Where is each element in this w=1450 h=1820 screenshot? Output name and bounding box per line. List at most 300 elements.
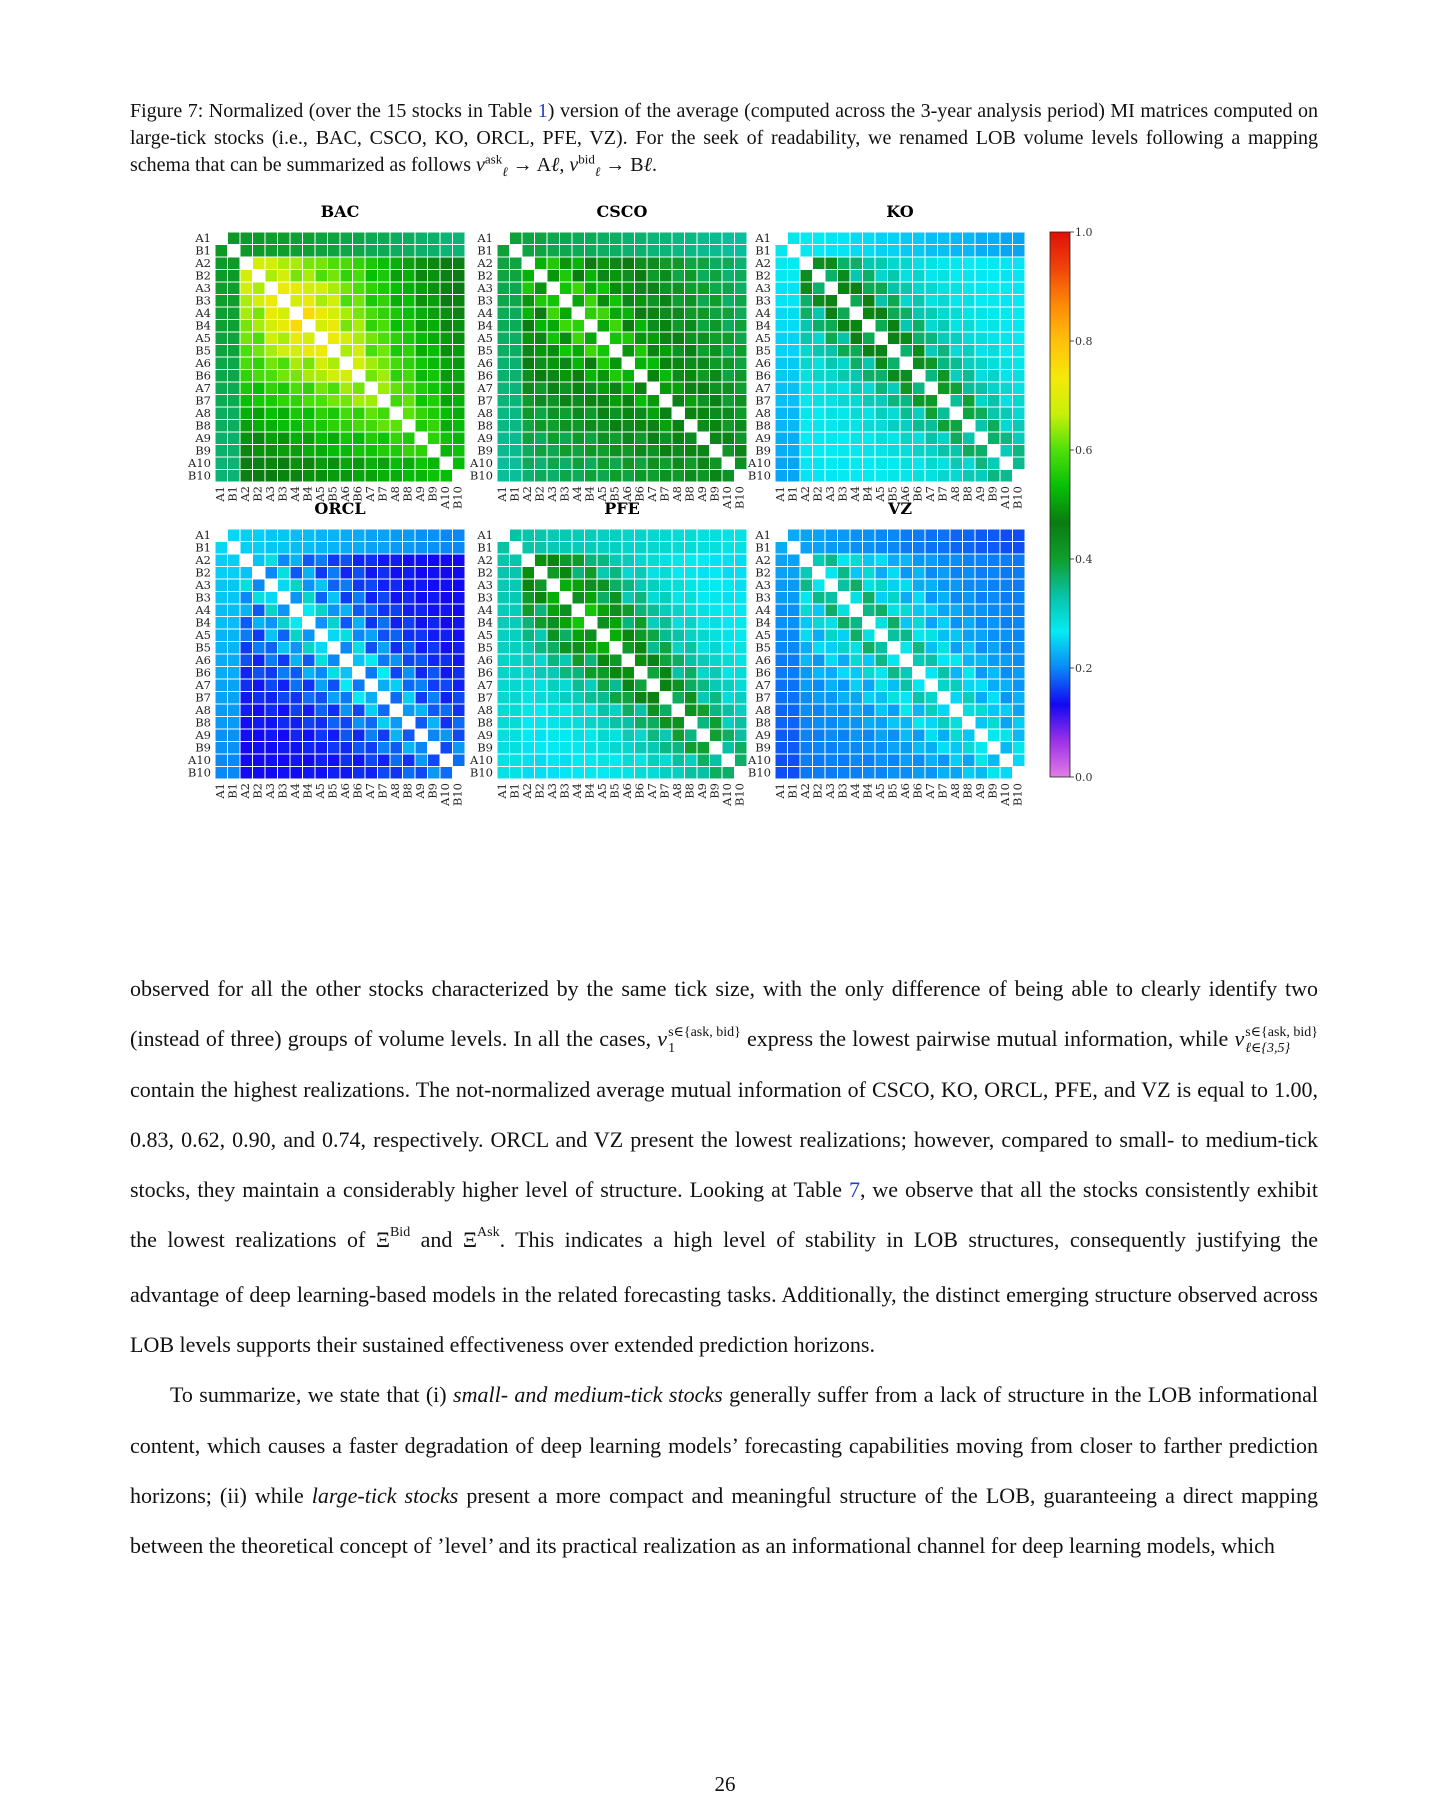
x-tick-label: A7 (645, 783, 659, 799)
heatmap-cell (1000, 307, 1013, 320)
heatmap-cell (988, 767, 1001, 780)
heatmap-cell (647, 754, 660, 767)
heatmap-cell (497, 604, 510, 617)
heatmap-cell (900, 257, 913, 270)
heatmap-cell (403, 592, 416, 605)
heatmap-cell (253, 332, 266, 345)
heatmap-cell (938, 604, 951, 617)
heatmap-cell (685, 370, 698, 383)
heatmap-cell (560, 767, 573, 780)
heatmap-cell (850, 554, 863, 567)
heatmap-cell (440, 754, 453, 767)
heatmap-cell (510, 567, 523, 580)
heatmap-cell (813, 529, 826, 542)
heatmap-cell (988, 470, 1001, 483)
heatmap-cell (453, 754, 466, 767)
table-ref-link[interactable]: 7 (848, 1177, 860, 1203)
heatmap-cell (913, 704, 926, 717)
heatmap-cell (635, 554, 648, 567)
heatmap-cell (800, 257, 813, 270)
heatmap-cell (635, 667, 648, 680)
figure-caption: Figure 7: Normalized (over the 15 stocks in Table 1) version of the average (computed across the 3-year analysis period) MI matrices computed on large-tick stocks (i.e., BAC, CSCO, KO, ORCL, PFE, VZ). For the seek of readability, we renamed LOB volume levels following a mapping schema that can be summarized as follows $v^{ask}_\ell$ → Aℓ, $v^{bid}_\ell$ → Bℓ. (130, 100, 1318, 179)
heatmap-cell (850, 642, 863, 655)
heatmap-cell (390, 529, 403, 542)
heatmap-cell (572, 407, 585, 420)
heatmap-cell (572, 679, 585, 692)
heatmap-cell (813, 257, 826, 270)
heatmap-cell (415, 717, 428, 730)
heatmap-cell (597, 232, 610, 245)
heatmap-cell (800, 345, 813, 358)
y-tick-label: B6 (755, 368, 771, 383)
heatmap-cell (988, 232, 1001, 245)
heatmap-cell (315, 257, 328, 270)
heatmap-cell (660, 692, 673, 705)
heatmap-cell (240, 245, 253, 258)
heatmap-cell (547, 420, 560, 433)
heatmap-cell (278, 679, 291, 692)
heatmap-cell (863, 717, 876, 730)
heatmap-cell (875, 767, 888, 780)
heatmap-cell (710, 667, 723, 680)
heatmap-cell (303, 667, 316, 680)
heatmap-cell (647, 295, 660, 308)
heatmap-cell (340, 295, 353, 308)
heatmap-cell (497, 767, 510, 780)
heatmap-cell (722, 445, 735, 458)
heatmap-cell (660, 592, 673, 605)
heatmap-cell (963, 579, 976, 592)
heatmap-cell (875, 382, 888, 395)
heatmap-cell (950, 257, 963, 270)
heatmap-cell (585, 592, 598, 605)
heatmap-cell (888, 729, 901, 742)
heatmap-cell (950, 629, 963, 642)
heatmap-cell (875, 370, 888, 383)
heatmap-cell (685, 457, 698, 470)
heatmap-cell (572, 320, 585, 333)
heatmap-cell (975, 232, 988, 245)
heatmap-cell (610, 307, 623, 320)
heatmap-cell (585, 617, 598, 630)
y-tick-label: A8 (755, 702, 771, 717)
heatmap-cell (800, 704, 813, 717)
heatmap-cell (863, 345, 876, 358)
heatmap-cell (647, 529, 660, 542)
heatmap-cell (975, 432, 988, 445)
heatmap-cell (800, 579, 813, 592)
heatmap-cell (660, 729, 673, 742)
heatmap-cell (290, 270, 303, 283)
heatmap-cell (572, 767, 585, 780)
heatmap-cell (888, 470, 901, 483)
heatmap-cell (510, 470, 523, 483)
heatmap-cell (278, 754, 291, 767)
heatmap-cell (825, 282, 838, 295)
heatmap-cell (378, 370, 391, 383)
heatmap-cell (510, 767, 523, 780)
heatmap-cell (660, 642, 673, 655)
heatmap-cell (597, 382, 610, 395)
heatmap-cell (863, 457, 876, 470)
heatmap-cell (365, 617, 378, 630)
heatmap-cell (365, 382, 378, 395)
heatmap-cell (838, 370, 851, 383)
heatmap-cell (685, 382, 698, 395)
heatmap-cell (597, 357, 610, 370)
heatmap-cell (875, 742, 888, 755)
heatmap-cell (888, 767, 901, 780)
heatmap-cell (340, 654, 353, 667)
heatmap-cell (340, 257, 353, 270)
heatmap-cell (290, 629, 303, 642)
x-tick-label: B9 (985, 486, 1000, 502)
heatmap-cell (597, 345, 610, 358)
heatmap-cell (328, 245, 341, 258)
heatmap-cell (572, 604, 585, 617)
heatmap-cell (735, 642, 748, 655)
x-tick-label: B6 (632, 486, 647, 502)
heatmap-cell (453, 307, 466, 320)
heatmap-cell (215, 257, 228, 270)
heatmap-cell (572, 332, 585, 345)
heatmap-cell (963, 704, 976, 717)
x-tick-label: A8 (670, 783, 684, 799)
y-tick-label: B8 (755, 715, 771, 730)
x-tick-label: B7 (657, 783, 672, 799)
heatmap-cell (775, 679, 788, 692)
heatmap-cell (622, 420, 635, 433)
x-tick-label: B6 (632, 783, 647, 799)
heatmap-orcl (187, 499, 465, 807)
heatmap-cell (963, 345, 976, 358)
heatmap-cell (775, 667, 788, 680)
heatmap-cell (660, 345, 673, 358)
heatmap-cell (215, 270, 228, 283)
heatmap-cell (290, 432, 303, 445)
heatmap-cell (735, 470, 748, 483)
x-tick-label: B8 (400, 486, 415, 502)
heatmap-cell (863, 654, 876, 667)
heatmap-cell (265, 679, 278, 692)
heatmap-cell (340, 370, 353, 383)
heatmap-cell (440, 332, 453, 345)
heatmap-cell (963, 445, 976, 458)
heatmap-cell (988, 629, 1001, 642)
heatmap-cell (672, 529, 685, 542)
heatmap-cell (378, 357, 391, 370)
heatmap-cell (510, 345, 523, 358)
heatmap-cell (428, 692, 441, 705)
heatmap-cell (988, 395, 1001, 408)
heatmap-cell (800, 395, 813, 408)
heatmap-cell (290, 742, 303, 755)
heatmap-cell (497, 445, 510, 458)
heatmap-cell (825, 232, 838, 245)
x-tick-label: B10 (732, 486, 747, 510)
y-tick-label: A9 (755, 430, 771, 445)
heatmap-cell (390, 767, 403, 780)
heatmap-cell (253, 642, 266, 655)
heatmap-cell (428, 445, 441, 458)
heatmap-cell (278, 629, 291, 642)
heatmap-cell (522, 579, 535, 592)
heatmap-cell (428, 270, 441, 283)
heatmap-cell (735, 729, 748, 742)
heatmap-cell (975, 529, 988, 542)
heatmap-cell (672, 692, 685, 705)
heatmap-cell (497, 320, 510, 333)
heatmap-cell (1000, 257, 1013, 270)
heatmap-cell (938, 307, 951, 320)
heatmap-cell (813, 270, 826, 283)
heatmap-cell (672, 282, 685, 295)
heatmap-cell (813, 729, 826, 742)
table-ref-link[interactable]: 1 (537, 100, 548, 122)
heatmap-cell (440, 767, 453, 780)
heatmap-cell (838, 270, 851, 283)
heatmap-cell (315, 357, 328, 370)
heatmap-cell (560, 542, 573, 555)
heatmap-cell (535, 667, 548, 680)
heatmap-cell (340, 692, 353, 705)
heatmap-cell (697, 320, 710, 333)
heatmap-cell (988, 742, 1001, 755)
heatmap-cell (497, 679, 510, 692)
heatmap-cell (788, 232, 801, 245)
heatmap-cell (672, 232, 685, 245)
heatmap-cell (428, 592, 441, 605)
heatmap-cell (925, 295, 938, 308)
heatmap-cell (610, 232, 623, 245)
heatmap-cell (685, 232, 698, 245)
heatmap-cell (938, 767, 951, 780)
heatmap-cell (900, 617, 913, 630)
heatmap-cell (988, 295, 1001, 308)
heatmap-cell (265, 667, 278, 680)
heatmap-cell (697, 554, 710, 567)
y-tick-label: A3 (195, 280, 211, 295)
heatmap-cell (378, 529, 391, 542)
x-tick-label: A6 (898, 486, 912, 502)
heatmap-cell (328, 357, 341, 370)
heatmap-cell (875, 420, 888, 433)
heatmap-cell (1013, 245, 1026, 258)
heatmap-cell (788, 407, 801, 420)
heatmap-cell (875, 592, 888, 605)
heatmap-cell (560, 717, 573, 730)
heatmap-cell (925, 567, 938, 580)
heatmap-cell (925, 270, 938, 283)
heatmap-cell (240, 420, 253, 433)
heatmap-cell (988, 432, 1001, 445)
y-tick-label: A2 (755, 255, 771, 270)
heatmap-cell (390, 554, 403, 567)
heatmap-cell (863, 270, 876, 283)
heatmap-cell (672, 754, 685, 767)
heatmap-cell (697, 345, 710, 358)
heatmap-cell (913, 604, 926, 617)
heatmap-cell (635, 320, 648, 333)
heatmap-cell (1013, 654, 1026, 667)
heatmap-cell (1000, 420, 1013, 433)
heatmap-cell (900, 395, 913, 408)
heatmap-cell (813, 579, 826, 592)
heatmap-cell (875, 270, 888, 283)
heatmap-cell (900, 420, 913, 433)
heatmap-cell (378, 420, 391, 433)
heatmap-cell (253, 457, 266, 470)
y-tick-label: B9 (477, 740, 493, 755)
heatmap-cell (453, 729, 466, 742)
heatmap-cell (585, 579, 598, 592)
heatmap-cell (672, 245, 685, 258)
heatmap-cell (622, 357, 635, 370)
heatmap-cell (925, 432, 938, 445)
y-tick-label: B2 (195, 268, 211, 283)
heatmap-cell (672, 407, 685, 420)
heatmap-cell (340, 445, 353, 458)
heatmap-cell (428, 470, 441, 483)
heatmap-cell (403, 320, 416, 333)
heatmap-cell (365, 257, 378, 270)
heatmap-cell (547, 617, 560, 630)
heatmap-cell (900, 667, 913, 680)
heatmap-cell (938, 232, 951, 245)
heatmap-cell (963, 529, 976, 542)
heatmap-cell (215, 345, 228, 358)
heatmap-cell (938, 742, 951, 755)
heatmap-cell (825, 432, 838, 445)
x-tick-label: B5 (325, 783, 340, 799)
heatmap-cell (988, 257, 1001, 270)
heatmap-cell (800, 370, 813, 383)
heatmap-cell (378, 754, 391, 767)
heatmap-cell (685, 432, 698, 445)
heatmap-cell (685, 470, 698, 483)
heatmap-cell (585, 554, 598, 567)
heatmap-cell (572, 617, 585, 630)
heatmap-cell (813, 320, 826, 333)
heatmap-cell (710, 307, 723, 320)
heatmap-cell (610, 742, 623, 755)
heatmap-cell (710, 245, 723, 258)
heatmap-cell (228, 457, 241, 470)
heatmap-cell (888, 529, 901, 542)
heatmap-cell (453, 257, 466, 270)
heatmap-cell (522, 245, 535, 258)
heatmap-cell (278, 382, 291, 395)
y-tick-label: A4 (195, 602, 211, 617)
heatmap-cell (328, 567, 341, 580)
heatmap-cell (710, 370, 723, 383)
x-tick-label: A9 (695, 486, 709, 502)
heatmap-cell (697, 567, 710, 580)
heatmap-cell (535, 754, 548, 767)
heatmap-cell (622, 642, 635, 655)
heatmap-cell (900, 445, 913, 458)
heatmap-cell (672, 395, 685, 408)
heatmap-cell (378, 320, 391, 333)
heatmap-cell (900, 729, 913, 742)
heatmap-cell (278, 432, 291, 445)
heatmap-cell (547, 692, 560, 705)
heatmap-cell (290, 420, 303, 433)
heatmap-cell (597, 654, 610, 667)
heatmap-cell (572, 754, 585, 767)
heatmap-cell (635, 357, 648, 370)
heatmap-cell (253, 704, 266, 717)
heatmap-cell (722, 432, 735, 445)
heatmap-cell (850, 420, 863, 433)
heatmap-cell (453, 642, 466, 655)
heatmap-cell (875, 232, 888, 245)
heatmap-cell (378, 604, 391, 617)
heatmap-cell (697, 592, 710, 605)
heatmap-cell (913, 554, 926, 567)
y-tick-label: B2 (477, 268, 493, 283)
heatmap-cell (428, 754, 441, 767)
heatmap-cell (963, 470, 976, 483)
heatmap-cell (597, 270, 610, 283)
heatmap-cell (988, 307, 1001, 320)
x-tick-label: B6 (910, 486, 925, 502)
heatmap-cell (228, 395, 241, 408)
heatmap-cell (913, 667, 926, 680)
heatmap-cell (228, 667, 241, 680)
heatmap-cell (697, 270, 710, 283)
heatmap-cell (303, 754, 316, 767)
heatmap-cell (303, 767, 316, 780)
heatmap-cell (535, 445, 548, 458)
heatmap-cell (710, 617, 723, 630)
heatmap-cell (800, 432, 813, 445)
heatmap-cell (440, 729, 453, 742)
x-tick-label: B4 (300, 783, 315, 799)
heatmap-cell (253, 579, 266, 592)
heatmap-cell (328, 579, 341, 592)
heatmap-cell (253, 604, 266, 617)
heatmap-cell (315, 370, 328, 383)
heatmap-cell (938, 395, 951, 408)
y-tick-label: A7 (195, 677, 211, 692)
y-tick-label: A2 (477, 552, 493, 567)
heatmap-cell (403, 742, 416, 755)
x-tick-label: B2 (250, 783, 265, 799)
heatmap-cell (660, 617, 673, 630)
heatmap-cell (900, 370, 913, 383)
heatmap-cell (253, 742, 266, 755)
heatmap-cell (328, 320, 341, 333)
y-tick-label: B6 (755, 665, 771, 680)
heatmap-cell (585, 282, 598, 295)
heatmap-cell (647, 432, 660, 445)
heatmap-cell (722, 395, 735, 408)
heatmap-cell (510, 257, 523, 270)
heatmap-cell (535, 470, 548, 483)
heatmap-cell (850, 654, 863, 667)
heatmap-cell (735, 457, 748, 470)
heatmap-cell (353, 679, 366, 692)
heatmap-cell (290, 604, 303, 617)
heatmap-cell (825, 617, 838, 630)
heatmap-cell (647, 320, 660, 333)
heatmap-cell (775, 357, 788, 370)
heatmap-cell (863, 617, 876, 630)
heatmap-cell (328, 529, 341, 542)
heatmap-cell (685, 742, 698, 755)
heatmap-cell (950, 567, 963, 580)
